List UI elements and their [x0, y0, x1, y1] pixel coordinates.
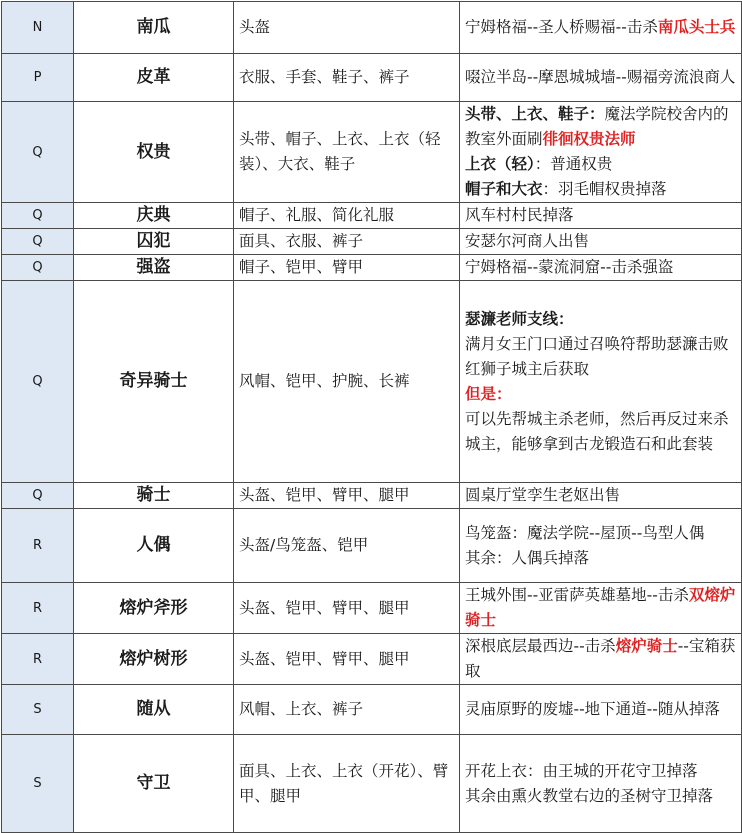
set-source: 圆桌厅堂孪生老妪出售	[460, 483, 742, 509]
letter-cell: Q	[2, 281, 74, 483]
set-name: 权贵	[74, 102, 234, 203]
source-part-label: 上衣（轻）	[465, 155, 535, 173]
source-part-label: 头带、上衣、鞋子：	[465, 105, 605, 123]
letter-cell: N	[2, 2, 74, 54]
set-parts: 风帽、铠甲、护腕、长裤	[234, 281, 460, 483]
set-name: 骑士	[74, 483, 234, 509]
table-row	[2, 685, 742, 735]
set-source: 灵庙原野的废墟--地下通道--随从掉落	[460, 685, 742, 735]
set-name: 庆典	[74, 203, 234, 229]
set-parts: 帽子、礼服、简化礼服	[234, 203, 460, 229]
set-parts: 帽子、铠甲、臂甲	[234, 255, 460, 281]
set-source: 安瑟尔河商人出售	[460, 229, 742, 255]
table-row	[2, 735, 742, 833]
source-text: 满月女王门口通过召唤符帮助瑟濂击败红狮子城主后获取	[465, 334, 729, 378]
letter-cell: S	[2, 685, 74, 735]
set-source	[460, 509, 742, 583]
table-row	[2, 509, 742, 583]
source-text: ：普通权贵	[534, 155, 613, 173]
source-text: 宁姆格福--圣人桥赐福--击杀	[465, 18, 658, 36]
armor-set-table	[1, 1, 742, 833]
source-note-label: 但是：	[465, 384, 512, 403]
set-source	[460, 102, 742, 203]
letter-cell: Q	[2, 483, 74, 509]
letter-cell: Q	[2, 229, 74, 255]
set-parts: 面具、衣服、裤子	[234, 229, 460, 255]
source-enemy: 南瓜头士兵	[657, 18, 736, 36]
set-parts: 头盔、铠甲、臂甲、腿甲	[234, 634, 460, 685]
source-text: 王城外围--亚雷萨英雄墓地--击杀	[465, 586, 689, 604]
table-row	[2, 229, 742, 255]
source-enemy: 徘徊权贵法师	[542, 130, 636, 148]
set-name: 强盗	[74, 255, 234, 281]
set-parts: 头盔/鸟笼盔、铠甲	[234, 509, 460, 583]
source-enemy: 双熔炉骑士	[465, 586, 736, 629]
set-parts: 面具、上衣、上衣（开花）、臂甲、腿甲	[234, 735, 460, 833]
set-name: 皮革	[74, 54, 234, 102]
source-text: ：羽毛帽权贵掉落	[542, 180, 667, 198]
source-part-label: 帽子和大衣	[465, 180, 543, 198]
source-text: 魔法学院校舍内的教室外面刷	[465, 105, 729, 148]
set-source: 啜泣半岛--摩恩城城墙--赐福旁流浪商人	[460, 54, 742, 102]
table-row	[2, 54, 742, 102]
set-name: 熔炉斧形	[74, 583, 234, 634]
table-row	[2, 483, 742, 509]
set-source	[460, 634, 742, 685]
source-text: 深根底层最西边--击杀	[465, 637, 616, 655]
table-row	[2, 203, 742, 229]
set-name: 奇异骑士	[74, 281, 234, 483]
letter-cell: R	[2, 634, 74, 685]
source-text: 其余：人偶兵掉落	[465, 548, 590, 567]
table-row	[2, 634, 742, 685]
set-name: 守卫	[74, 735, 234, 833]
set-source	[460, 583, 742, 634]
set-parts: 头盔、铠甲、臂甲、腿甲	[234, 483, 460, 509]
letter-cell: S	[2, 735, 74, 833]
letter-cell: Q	[2, 102, 74, 203]
source-heading: 瑟濂老师支线：	[465, 309, 574, 328]
set-source: 宁姆格福--蒙流洞窟--击杀强盗	[460, 255, 742, 281]
set-parts: 风帽、上衣、裤子	[234, 685, 460, 735]
letter-cell: P	[2, 54, 74, 102]
table-row	[2, 2, 742, 54]
set-name: 南瓜	[74, 2, 234, 54]
set-parts: 头带、帽子、上衣、上衣（轻装）、大衣、鞋子	[234, 102, 460, 203]
set-name: 囚犯	[74, 229, 234, 255]
letter-cell: Q	[2, 203, 74, 229]
source-text: 其余由熏火教堂右边的圣树守卫掉落	[465, 786, 714, 805]
set-source	[460, 735, 742, 833]
source-enemy: 熔炉骑士	[615, 637, 678, 655]
letter-cell: R	[2, 583, 74, 634]
source-text: 开花上衣：由王城的开花守卫掉落	[465, 761, 698, 780]
table-row	[2, 583, 742, 634]
source-text: --宝箱获取	[465, 637, 736, 680]
letter-cell: R	[2, 509, 74, 583]
set-source: 风车村村民掉落	[460, 203, 742, 229]
table-row	[2, 255, 742, 281]
letter-cell: Q	[2, 255, 74, 281]
set-parts: 头盔、铠甲、臂甲、腿甲	[234, 583, 460, 634]
source-text: 可以先帮城主杀老师，然后再反过来杀城主，能够拿到古龙锻造石和此套装	[465, 409, 729, 453]
table-row	[2, 102, 742, 203]
set-name: 熔炉树形	[74, 634, 234, 685]
source-text: 鸟笼盔：魔法学院--屋顶--鸟型人偶	[465, 523, 705, 542]
set-parts: 头盔	[234, 2, 460, 54]
set-source	[460, 2, 742, 54]
set-name: 随从	[74, 685, 234, 735]
set-source	[460, 281, 742, 483]
table-row	[2, 281, 742, 483]
set-name: 人偶	[74, 509, 234, 583]
set-parts: 衣服、手套、鞋子、裤子	[234, 54, 460, 102]
